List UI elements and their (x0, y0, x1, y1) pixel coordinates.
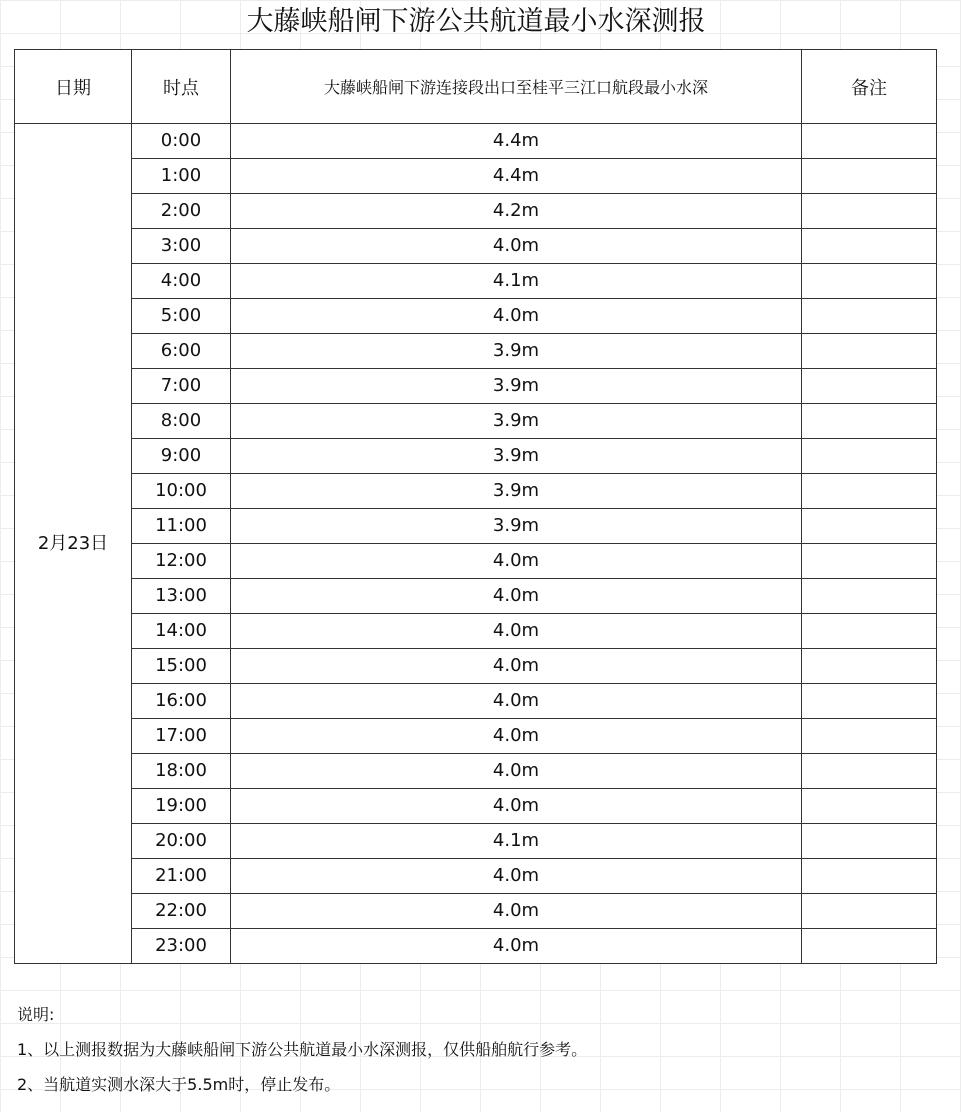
table-row (15, 894, 937, 929)
table-row (15, 264, 937, 299)
depth-cell: 4.0m (231, 719, 802, 754)
depth-cell: 4.0m (231, 299, 802, 334)
depth-cell: 4.0m (231, 859, 802, 894)
remark-cell (802, 474, 937, 509)
depth-cell: 4.4m (231, 124, 802, 159)
table-row (15, 439, 937, 474)
table-row (15, 789, 937, 824)
time-cell: 8:00 (132, 404, 231, 439)
remark-cell (802, 334, 937, 369)
table-row (15, 859, 937, 894)
table-row (15, 824, 937, 859)
depth-cell: 3.9m (231, 509, 802, 544)
depth-cell: 3.9m (231, 369, 802, 404)
time-cell: 18:00 (132, 754, 231, 789)
table-row (15, 159, 937, 194)
remark-cell (802, 229, 937, 264)
time-cell: 6:00 (132, 334, 231, 369)
depth-cell: 4.1m (231, 824, 802, 859)
depth-cell: 4.0m (231, 579, 802, 614)
table-row (15, 929, 937, 964)
time-cell: 7:00 (132, 369, 231, 404)
table-row (15, 334, 937, 369)
table-row (15, 369, 937, 404)
depth-cell: 4.0m (231, 789, 802, 824)
header-remark: 备注 (802, 50, 937, 124)
depth-cell: 4.2m (231, 194, 802, 229)
table-row (15, 649, 937, 684)
remark-cell (802, 369, 937, 404)
remark-cell (802, 789, 937, 824)
time-cell: 20:00 (132, 824, 231, 859)
time-cell: 0:00 (132, 124, 231, 159)
time-cell: 17:00 (132, 719, 231, 754)
depth-cell: 4.0m (231, 929, 802, 964)
table-row (15, 124, 937, 159)
remark-cell (802, 649, 937, 684)
depth-report-table (14, 49, 937, 964)
time-cell: 21:00 (132, 859, 231, 894)
time-cell: 15:00 (132, 649, 231, 684)
table-header-row (15, 50, 937, 124)
table-row (15, 719, 937, 754)
remark-cell (802, 124, 937, 159)
table-row (15, 229, 937, 264)
table-row (15, 579, 937, 614)
page-title: 大藤峡船闸下游公共航道最小水深测报 (246, 6, 706, 37)
date-cell: 2月23日 (15, 124, 132, 964)
table-row (15, 544, 937, 579)
depth-cell: 4.0m (231, 754, 802, 789)
remark-cell (802, 754, 937, 789)
remark-cell (802, 439, 937, 474)
depth-cell: 3.9m (231, 334, 802, 369)
remark-cell (802, 299, 937, 334)
depth-cell: 4.4m (231, 159, 802, 194)
time-cell: 5:00 (132, 299, 231, 334)
time-cell: 16:00 (132, 684, 231, 719)
depth-cell: 4.0m (231, 684, 802, 719)
time-cell: 12:00 (132, 544, 231, 579)
time-cell: 23:00 (132, 929, 231, 964)
table-row (15, 299, 937, 334)
depth-cell: 4.0m (231, 614, 802, 649)
remark-cell (802, 929, 937, 964)
time-cell: 4:00 (132, 264, 231, 299)
time-cell: 11:00 (132, 509, 231, 544)
remark-cell (802, 509, 937, 544)
table-row (15, 509, 937, 544)
depth-cell: 3.9m (231, 404, 802, 439)
depth-cell: 4.0m (231, 894, 802, 929)
table-row (15, 194, 937, 229)
depth-cell: 3.9m (231, 439, 802, 474)
table-row (15, 684, 937, 719)
depth-cell: 3.9m (231, 474, 802, 509)
notes-heading: 说明: (17, 1005, 55, 1024)
time-cell: 14:00 (132, 614, 231, 649)
remark-cell (802, 579, 937, 614)
depth-cell: 4.1m (231, 264, 802, 299)
remark-cell (802, 894, 937, 929)
remark-cell (802, 159, 937, 194)
header-time: 时点 (132, 50, 231, 124)
table-row (15, 754, 937, 789)
table-row (15, 474, 937, 509)
table-row (15, 404, 937, 439)
remark-cell (802, 404, 937, 439)
time-cell: 19:00 (132, 789, 231, 824)
note-item-2: 2、当航道实测水深大于5.5m时，停止发布。 (17, 1075, 341, 1094)
depth-cell: 4.0m (231, 544, 802, 579)
remark-cell (802, 264, 937, 299)
header-date: 日期 (15, 50, 132, 124)
depth-cell: 4.0m (231, 229, 802, 264)
time-cell: 22:00 (132, 894, 231, 929)
remark-cell (802, 614, 937, 649)
header-location: 大藤峡船闸下游连接段出口至桂平三江口航段最小水深 (231, 50, 802, 124)
remark-cell (802, 719, 937, 754)
time-cell: 13:00 (132, 579, 231, 614)
time-cell: 10:00 (132, 474, 231, 509)
depth-cell: 4.0m (231, 649, 802, 684)
table-body (15, 124, 937, 964)
remark-cell (802, 824, 937, 859)
time-cell: 2:00 (132, 194, 231, 229)
remark-cell (802, 859, 937, 894)
table-row (15, 614, 937, 649)
notes-section (17, 998, 587, 1103)
remark-cell (802, 194, 937, 229)
time-cell: 3:00 (132, 229, 231, 264)
remark-cell (802, 684, 937, 719)
time-cell: 1:00 (132, 159, 231, 194)
time-cell: 9:00 (132, 439, 231, 474)
remark-cell (802, 544, 937, 579)
note-item-1: 1、以上测报数据为大藤峡船闸下游公共航道最小水深测报，仅供船舶航行参考。 (17, 1040, 588, 1059)
